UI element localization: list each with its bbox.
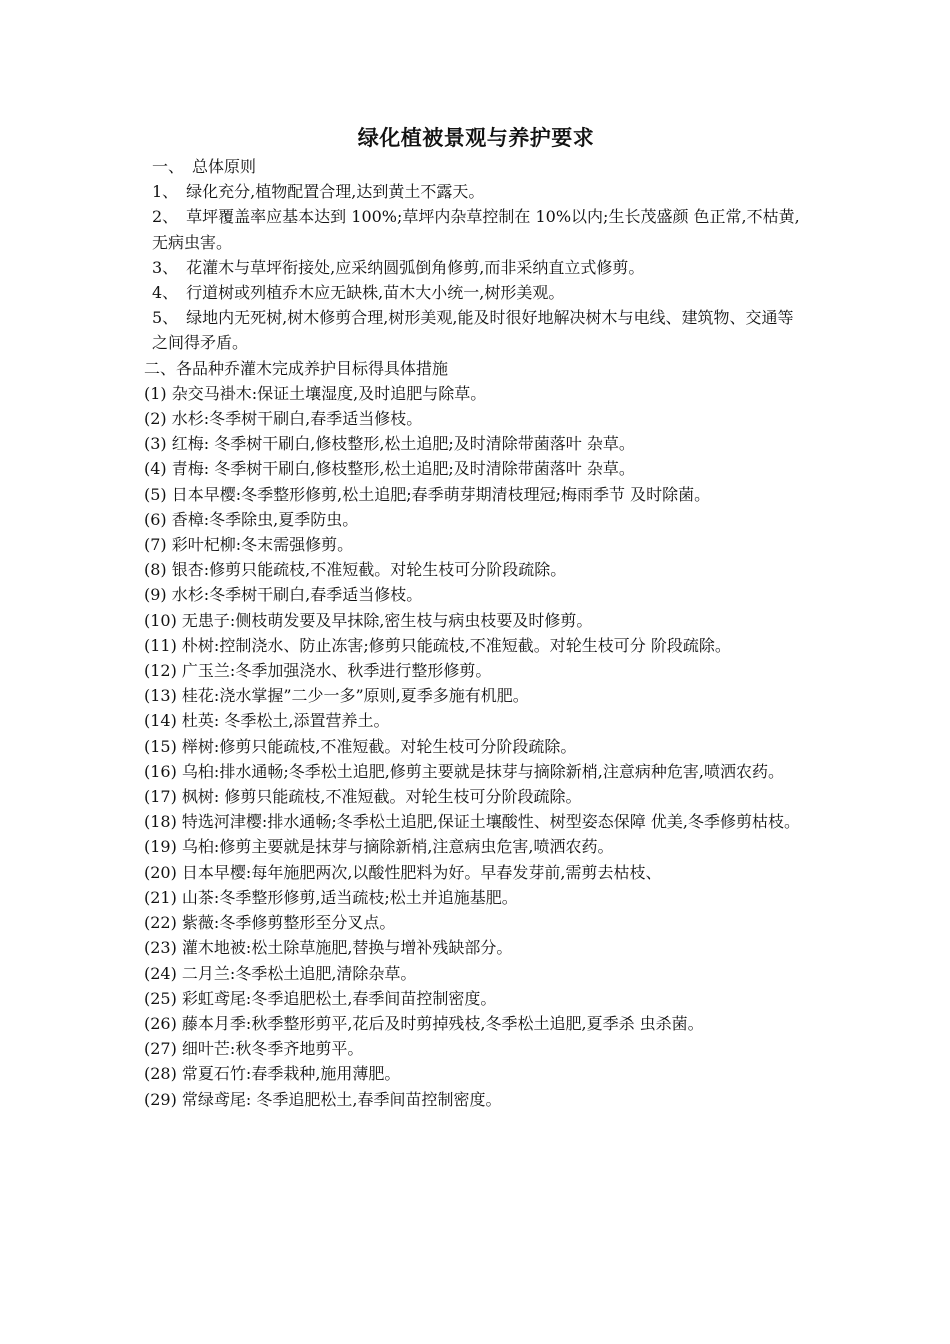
paragraph-line: 5、 绿地内无死树,树木修剪合理,树形美观,能及时很好地解决树木与电线、建筑物、交通等之间得矛盾。 bbox=[152, 308, 794, 353]
paragraph-line: (12) 广玉兰:冬季加强浇水、秋季进行整形修剪。 bbox=[144, 661, 492, 681]
paragraph-line: (4) 青梅: 冬季树干刷白,修枝整形,松土追肥;及时清除带菌落叶 杂草。 bbox=[144, 459, 635, 479]
paragraph-line: (13) 桂花:浇水掌握”二少一多”原则,夏季多施有机肥。 bbox=[144, 686, 529, 706]
paragraph-line: (20) 日本早樱:每年施肥两次,以酸性肥料为好。早春发芽前,需剪去枯枝、 bbox=[144, 862, 662, 882]
paragraph-line: (24) 二月兰:冬季松土追肥,清除杂草。 bbox=[144, 963, 417, 983]
paragraph-line: (19) 乌桕:修剪主要就是抹芽与摘除新梢,注意病虫危害,喷洒农药。 bbox=[144, 837, 614, 857]
document-body bbox=[144, 124, 808, 1112]
paragraph-line: (25) 彩虹鸢尾:冬季追肥松土,春季间苗控制密度。 bbox=[144, 988, 497, 1008]
paragraph-line: 二、各品种乔灌木完成养护目标得具体措施 bbox=[144, 358, 449, 378]
paragraph-line: (9) 水杉:冬季树干刷白,春季适当修枝。 bbox=[144, 585, 423, 605]
paragraph-line: (7) 彩叶杞柳:冬末需强修剪。 bbox=[144, 535, 354, 555]
paragraph-line: (2) 水杉:冬季树干刷白,春季适当修枝。 bbox=[144, 409, 423, 429]
paragraph-line: (18) 特选河津樱:排水通畅;冬季松土追肥,保证土壤酸性、树型姿态保障 优美,冬季修剪枯枝。 bbox=[144, 812, 800, 832]
paragraph-line: (23) 灌木地被:松土除草施肥,替换与增补残缺部分。 bbox=[144, 938, 513, 958]
paragraph-line: 一、 总体原则 bbox=[152, 157, 257, 176]
paragraph-line: (26) 藤本月季:秋季整形剪平,花后及时剪掉残枝,冬季松土追肥,夏季杀 虫杀菌。 bbox=[144, 1013, 704, 1033]
paragraph-line: (6) 香樟:冬季除虫,夏季防虫。 bbox=[144, 509, 359, 529]
paragraph-line: (10) 无患子:侧枝萌发要及早抹除,密生枝与病虫枝要及时修剪。 bbox=[144, 610, 593, 630]
paragraph-line: (14) 杜英: 冬季松土,添置营养土。 bbox=[144, 711, 390, 731]
paragraph-line: (1) 杂交马褂木:保证土壤湿度,及时追肥与除草。 bbox=[144, 383, 487, 403]
paragraph-line: (28) 常夏石竹:春季栽种,施用薄肥。 bbox=[144, 1064, 401, 1084]
paragraph-line: 4、 行道树或列植乔木应无缺株,苗木大小统一,树形美观。 bbox=[152, 283, 565, 303]
document-lines bbox=[144, 154, 808, 1112]
paragraph-line: (15) 榉树:修剪只能疏枝,不准短截。对轮生枝可分阶段疏除。 bbox=[144, 736, 577, 756]
paragraph-line: (16) 乌桕:排水通畅;冬季松土追肥,修剪主要就是抹芽与摘除新梢,注意病种危害,喷洒农药。 bbox=[144, 761, 784, 781]
paragraph-line: (5) 日本早樱:冬季整形修剪,松土追肥;春季萌芽期清枝理冠;梅雨季节 及时除菌。 bbox=[144, 484, 711, 504]
paragraph-line: (8) 银杏:修剪只能疏枝,不准短截。对轮生枝可分阶段疏除。 bbox=[144, 560, 567, 580]
paragraph-line: (3) 红梅: 冬季树干刷白,修枝整形,松土追肥;及时清除带菌落叶 杂草。 bbox=[144, 434, 635, 454]
paragraph-line: 3、 花灌木与草坪衔接处,应采纳圆弧倒角修剪,而非采纳直立式修剪。 bbox=[152, 257, 645, 277]
paragraph-line: (29) 常绿鸢尾: 冬季追肥松土,春季间苗控制密度。 bbox=[144, 1089, 502, 1109]
paragraph-line: (21) 山茶:冬季整形修剪,适当疏枝;松土并追施基肥。 bbox=[144, 887, 518, 907]
paragraph-line: (27) 细叶芒:秋冬季齐地剪平。 bbox=[144, 1039, 364, 1059]
paragraph-line: (22) 紫薇:冬季修剪整形至分叉点。 bbox=[144, 913, 396, 933]
document-title: 绿化植被景观与养护要求 bbox=[357, 125, 595, 150]
paragraph-line: 2、 草坪覆盖率应基本达到 100%;草坪内杂草控制在 10%以内;生长茂盛颜 色正常,不枯黄,无病虫害。 bbox=[152, 207, 800, 252]
paragraph-line: (11) 朴树:控制浇水、防止冻害;修剪只能疏枝,不准短截。对轮生枝可分 阶段疏除。 bbox=[144, 635, 731, 655]
paragraph-line: 1、 绿化充分,植物配置合理,达到黄土不露天。 bbox=[152, 182, 485, 202]
paragraph-line: (17) 枫树: 修剪只能疏枝,不准短截。对轮生枝可分阶段疏除。 bbox=[144, 787, 582, 807]
